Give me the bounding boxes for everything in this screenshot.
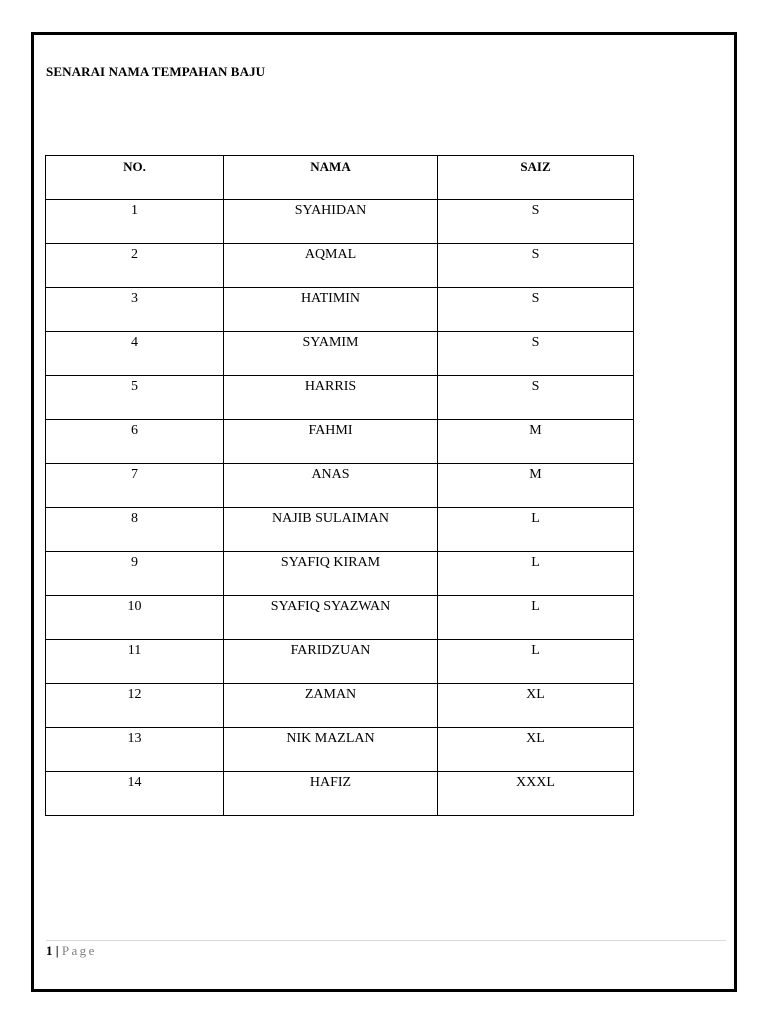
cell-nama: HARRIS: [224, 376, 438, 420]
cell-no: 13: [46, 728, 224, 772]
table-row: [46, 640, 634, 684]
table-row: [46, 552, 634, 596]
table-row: [46, 596, 634, 640]
cell-saiz: S: [438, 332, 634, 376]
cell-nama: NIK MAZLAN: [224, 728, 438, 772]
cell-saiz: L: [438, 552, 634, 596]
table-row: [46, 376, 634, 420]
table-row: [46, 464, 634, 508]
cell-nama: NAJIB SULAIMAN: [224, 508, 438, 552]
page-separator: |: [55, 943, 59, 958]
cell-nama: SYAHIDAN: [224, 200, 438, 244]
cell-no: 7: [46, 464, 224, 508]
cell-nama: AQMAL: [224, 244, 438, 288]
cell-saiz: L: [438, 508, 634, 552]
cell-saiz: XL: [438, 684, 634, 728]
cell-no: 12: [46, 684, 224, 728]
page-label: Page: [61, 943, 97, 958]
cell-no: 6: [46, 420, 224, 464]
cell-no: 9: [46, 552, 224, 596]
cell-nama: ANAS: [224, 464, 438, 508]
table-row: [46, 684, 634, 728]
cell-saiz: S: [438, 288, 634, 332]
cell-saiz: XL: [438, 728, 634, 772]
cell-nama: HAFIZ: [224, 772, 438, 816]
header-saiz: SAIZ: [438, 156, 634, 200]
header-nama: NAMA: [224, 156, 438, 200]
table-header-row: [46, 156, 634, 200]
table-row: [46, 332, 634, 376]
cell-no: 2: [46, 244, 224, 288]
cell-nama: SYAMIM: [224, 332, 438, 376]
cell-saiz: L: [438, 640, 634, 684]
cell-nama: FARIDZUAN: [224, 640, 438, 684]
table-row: [46, 772, 634, 816]
cell-no: 8: [46, 508, 224, 552]
cell-nama: FAHMI: [224, 420, 438, 464]
cell-no: 5: [46, 376, 224, 420]
page-number: 1: [46, 943, 53, 958]
table-row: [46, 200, 634, 244]
cell-saiz: M: [438, 464, 634, 508]
table-row: [46, 244, 634, 288]
cell-saiz: M: [438, 420, 634, 464]
cell-no: 11: [46, 640, 224, 684]
table-row: [46, 420, 634, 464]
cell-no: 10: [46, 596, 224, 640]
cell-no: 1: [46, 200, 224, 244]
cell-nama: ZAMAN: [224, 684, 438, 728]
cell-no: 14: [46, 772, 224, 816]
cell-no: 4: [46, 332, 224, 376]
footer-divider: [46, 940, 726, 941]
table-row: [46, 508, 634, 552]
cell-nama: SYAFIQ KIRAM: [224, 552, 438, 596]
cell-saiz: S: [438, 244, 634, 288]
table-row: [46, 288, 634, 332]
cell-nama: HATIMIN: [224, 288, 438, 332]
page-footer: [46, 943, 97, 959]
order-table: [45, 155, 634, 816]
cell-saiz: L: [438, 596, 634, 640]
cell-nama: SYAFIQ SYAZWAN: [224, 596, 438, 640]
document-title: SENARAI NAMA TEMPAHAN BAJU: [46, 64, 266, 79]
cell-saiz: XXXL: [438, 772, 634, 816]
cell-no: 3: [46, 288, 224, 332]
cell-saiz: S: [438, 200, 634, 244]
header-no: NO.: [46, 156, 224, 200]
cell-saiz: S: [438, 376, 634, 420]
table-row: [46, 728, 634, 772]
